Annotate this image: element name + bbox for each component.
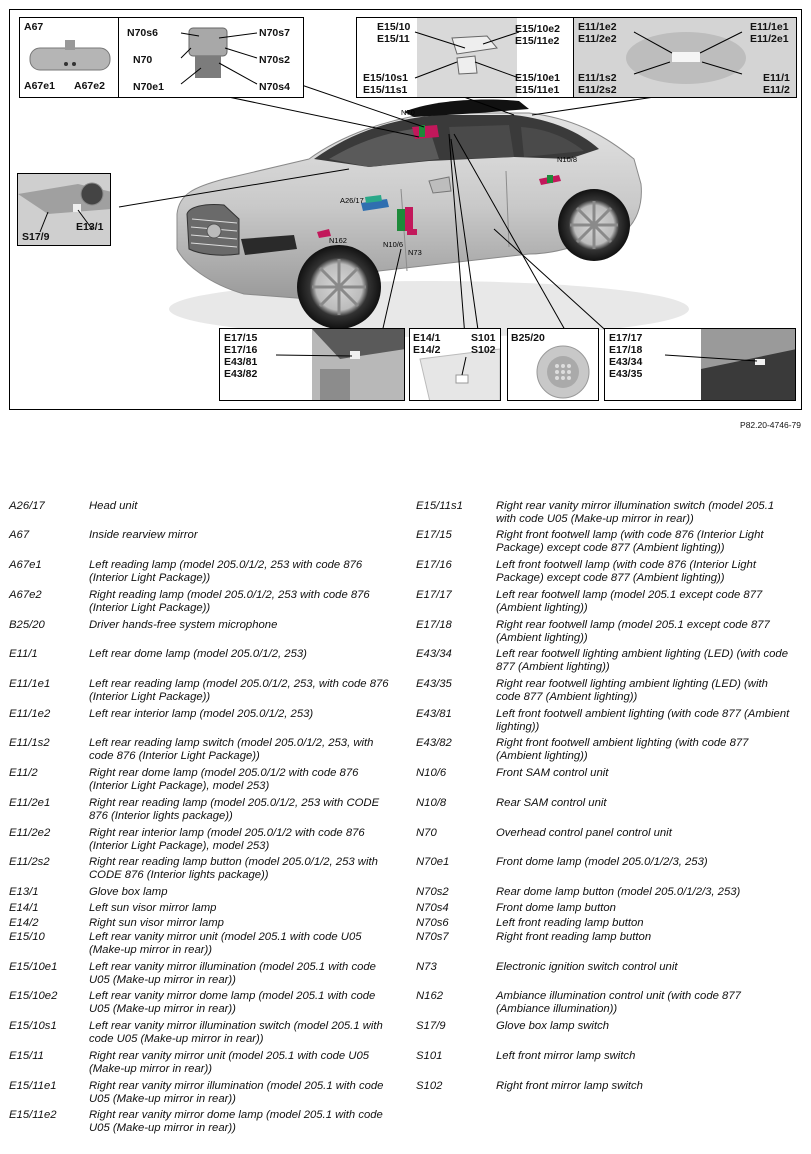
legend-description: Electronic ignition switch control unit <box>496 961 678 973</box>
callout-n73: N73 <box>408 248 422 257</box>
legend-description: Left rear footwell lamp (model 205.1 except code 877 (Ambient lighting)) <box>496 589 763 614</box>
legend-description: Left front footwell lamp (with code 876 (Interior Light Package) except code 877 (Ambient lighting)) <box>496 559 756 584</box>
legend-description: Rear SAM control unit <box>496 797 607 809</box>
legend-code: A67e2 <box>9 589 42 601</box>
legend-code: N73 <box>416 961 437 973</box>
legend-description: Right rear interior lamp (model 205.0/1/2 with code 876 (Interior Light Package), model 253) <box>89 827 365 852</box>
legend-code: E14/2 <box>9 917 39 929</box>
legend-code: E17/18 <box>416 619 452 631</box>
label-n70s7: N70s7 <box>259 27 290 39</box>
legend-description: Left rear vanity mirror unit (model 205.1 with code U05 (Make-up mirror in rear)) <box>89 931 362 956</box>
legend-code: N70 <box>416 827 437 839</box>
label-e13-1: E13/1 <box>76 221 104 233</box>
label-e15-10s1: E15/10s1 <box>363 72 408 84</box>
legend-code: E11/1e2 <box>9 708 51 720</box>
label-n70: N70 <box>133 54 153 66</box>
legend-description: Left reading lamp (model 205.0/1/2, 253 with code 876 (Interior Light Package)) <box>89 559 363 584</box>
legend-description: Right rear reading lamp (model 205.0/1/2, 253 with CODE 876 (Interior lights package)) <box>89 797 380 822</box>
legend-code: N70s6 <box>416 917 449 929</box>
label-e43-34: E43/34 <box>609 356 643 368</box>
label-e14-2: E14/2 <box>413 344 441 356</box>
inset-microphone <box>507 328 599 401</box>
legend-description: Left rear vanity mirror dome lamp (model 205.1 with code U05 (Make-up mirror in rear)) <box>89 990 376 1015</box>
legend-code: S17/9 <box>416 1020 446 1032</box>
legend-code: E15/11e1 <box>9 1080 57 1092</box>
legend-description: Right reading lamp (model 205.0/1/2, 253 with code 876 (Interior Light Package)) <box>89 589 370 614</box>
label-e15-11: E15/11 <box>377 33 410 45</box>
legend-code: N70s7 <box>416 931 449 943</box>
legend-code: E11/2 <box>9 767 38 779</box>
legend-description: Right rear vanity mirror dome lamp (model 205.1 with code U05 (Make-up mirror in rear)) <box>89 1109 383 1134</box>
legend-description: Left rear vanity mirror illumination (model 205.1 with code U05 (Make-up mirror in rear)) <box>89 961 376 986</box>
legend-description: Left rear dome lamp (model 205.0/1/2, 253) <box>89 648 307 660</box>
legend-code: E17/17 <box>416 589 452 601</box>
legend-description: Glove box lamp switch <box>496 1020 610 1032</box>
legend-description: Left rear footwell lighting ambient lighting (LED) (with code 877 (Ambient lighting)) <box>496 648 788 673</box>
legend-code: S101 <box>416 1050 443 1062</box>
label-n70e1: N70e1 <box>133 81 164 93</box>
legend-code: B25/20 <box>9 619 45 631</box>
label-e17-16: E17/16 <box>224 344 258 356</box>
legend-code: A67e1 <box>9 559 42 571</box>
legend-description: Left sun visor mirror lamp <box>89 902 217 914</box>
label-e15-11e2: E15/11e2 <box>515 35 560 47</box>
legend-code: E43/35 <box>416 678 452 690</box>
legend-description: Driver hands-free system microphone <box>89 619 278 631</box>
legend-description: Left front mirror lamp switch <box>496 1050 636 1062</box>
legend-description: Right front mirror lamp switch <box>496 1080 643 1092</box>
label-e14-1: E14/1 <box>413 332 441 344</box>
label-a67: A67 <box>24 21 44 33</box>
legend-code: E11/1s2 <box>9 737 50 749</box>
legend-code: E11/2e2 <box>9 827 51 839</box>
legend-description: Inside rearview mirror <box>89 529 198 541</box>
legend-description: Right rear footwell lamp (model 205.1 except code 877 (Ambient lighting)) <box>496 619 770 644</box>
label-e11-1: E11/1 <box>763 72 790 84</box>
legend-code: E15/11s1 <box>416 500 463 512</box>
label-e11-1e1: E11/1e1 <box>750 21 789 33</box>
label-s17-9: S17/9 <box>22 231 50 243</box>
legend-description: Right rear vanity mirror illumination (model 205.1 with code U05 (Make-up mirror in rear)) <box>89 1080 384 1105</box>
legend-code: E13/1 <box>9 886 39 898</box>
legend-description: Left front footwell ambient lighting (with code 877 (Ambient lighting)) <box>496 708 790 733</box>
legend-code: E15/10e2 <box>9 990 58 1002</box>
inset-overhead-panel <box>118 17 304 98</box>
legend-code: E15/11 <box>9 1050 44 1062</box>
label-e11-2e1: E11/2e1 <box>750 33 789 45</box>
label-s102: S102 <box>471 344 496 356</box>
label-e43-35: E43/35 <box>609 368 643 380</box>
legend-description: Right rear footwell lighting ambient lighting (LED) (with code 877 (Ambient lighting)) <box>496 678 768 703</box>
legend-code: N10/8 <box>416 797 447 809</box>
legend-description: Left front reading lamp button <box>496 917 644 929</box>
legend-code: E14/1 <box>9 902 39 914</box>
label-e17-18: E17/18 <box>609 344 643 356</box>
legend-code: E43/34 <box>416 648 452 660</box>
legend-code: E43/81 <box>416 708 452 720</box>
callout-n10-6: N10/6 <box>383 240 404 249</box>
callout-n162: N162 <box>329 236 347 245</box>
label-e15-10: E15/10 <box>377 21 411 33</box>
label-e17-17: E17/17 <box>609 332 643 344</box>
inset-rear-dome-lamp <box>573 17 797 98</box>
legend-code: A26/17 <box>9 500 45 512</box>
label-a67e1: A67e1 <box>24 80 55 92</box>
inset-rearview-mirror <box>19 17 119 98</box>
legend-description: Left rear reading lamp (model 205.0/1/2, 253, with code 876 (Interior Light Package)) <box>89 678 389 703</box>
legend-code: E11/2e1 <box>9 797 51 809</box>
label-n70s2: N70s2 <box>259 54 290 66</box>
legend-code: E43/82 <box>416 737 452 749</box>
legend-description: Rear dome lamp button (model 205.0/1/2/3, 253) <box>496 886 741 898</box>
label-n70s4: N70s4 <box>259 81 290 93</box>
legend-code: A67 <box>9 529 30 541</box>
legend-description: Right front reading lamp button <box>496 931 652 943</box>
legend-code: S102 <box>416 1080 443 1092</box>
label-e11-1e2: E11/1e2 <box>578 21 617 33</box>
legend-code: E11/2s2 <box>9 856 50 868</box>
callout-n10-8: N10/8 <box>557 155 578 164</box>
callout-n70: N70 <box>401 108 415 117</box>
legend-description: Right rear reading lamp button (model 205.0/1/2, 253 with CODE 876 (Interior lights package)) <box>89 856 378 881</box>
label-b25-20: B25/20 <box>511 332 545 344</box>
label-e43-81: E43/81 <box>224 356 258 368</box>
legend-code: N10/6 <box>416 767 447 779</box>
legend-description: Right sun visor mirror lamp <box>89 917 224 929</box>
figure-reference: P82.20-4746-79 <box>740 420 801 430</box>
inset-rear-vanity-mirror <box>356 17 578 98</box>
legend-description: Right rear dome lamp (model 205.0/1/2 with code 876 (Interior Light Package), model 253) <box>89 767 359 792</box>
legend-description: Right rear vanity mirror illumination switch (model 205.1 with code U05 (Make-up mirror in rear)) <box>496 500 775 525</box>
label-n70s6: N70s6 <box>127 27 158 39</box>
legend-code: N162 <box>416 990 444 1002</box>
inset-sun-visor <box>409 328 501 401</box>
legend-description: Glove box lamp <box>89 886 168 898</box>
legend-code: E11/1 <box>9 648 38 660</box>
inset-rear-footwell <box>604 328 796 401</box>
legend-code: N70e1 <box>416 856 450 868</box>
label-e11-2e2: E11/2e2 <box>578 33 617 45</box>
legend-description: Overhead control panel control unit <box>496 827 672 839</box>
legend-code: N70s4 <box>416 902 449 914</box>
legend-code: E11/1e1 <box>9 678 51 690</box>
label-a67e2: A67e2 <box>74 80 105 92</box>
legend-code: E15/10 <box>9 931 45 943</box>
legend-code: E15/10s1 <box>9 1020 57 1032</box>
legend-description: Front dome lamp (model 205.0/1/2/3, 253) <box>496 856 708 868</box>
legend-code: N70s2 <box>416 886 449 898</box>
legend-description: Right rear vanity mirror unit (model 205.1 with code U05 (Make-up mirror in rear)) <box>89 1050 370 1075</box>
label-e17-15: E17/15 <box>224 332 258 344</box>
legend-description: Right front footwell lamp (with code 876 (Interior Light Package) except code 877 (Ambient lighting)) <box>496 529 764 554</box>
legend-description: Left rear interior lamp (model 205.0/1/2, 253) <box>89 708 314 720</box>
legend-code: E17/16 <box>416 559 452 571</box>
legend-code: E15/10e1 <box>9 961 58 973</box>
inset-front-footwell <box>219 328 405 401</box>
legend-description: Front SAM control unit <box>496 767 609 779</box>
label-e15-11e1: E15/11e1 <box>515 84 560 96</box>
label-e11-2s2: E11/2s2 <box>578 84 617 96</box>
label-e11-1s2: E11/1s2 <box>578 72 617 84</box>
inset-glove-box <box>17 173 111 246</box>
legend-description: Right front footwell ambient lighting (with code 877 (Ambient lighting)) <box>496 737 749 762</box>
legend-code: E17/15 <box>416 529 452 541</box>
legend-description: Head unit <box>89 500 138 512</box>
legend-code: E15/11e2 <box>9 1109 57 1121</box>
label-e15-11s1: E15/11s1 <box>363 84 408 96</box>
legend-description: Ambiance illumination control unit (with code 877 (Ambiance illumination)) <box>496 990 741 1015</box>
label-e11-2: E11/2 <box>763 84 790 96</box>
legend-description: Left rear vanity mirror illumination switch (model 205.1 with code U05 (Make-up mirror in rear)) <box>89 1020 383 1045</box>
label-e43-82: E43/82 <box>224 368 258 380</box>
label-e15-10e2: E15/10e2 <box>515 23 560 35</box>
callout-a26-17: A26/17 <box>340 196 364 205</box>
label-e15-10e1: E15/10e1 <box>515 72 560 84</box>
label-s101: S101 <box>471 332 496 344</box>
legend-description: Left rear reading lamp switch (model 205.0/1/2, 253, with code 876 (Interior Light Package)) <box>89 737 374 762</box>
component-location-diagram <box>9 9 802 410</box>
legend-description: Front dome lamp button <box>496 902 616 914</box>
